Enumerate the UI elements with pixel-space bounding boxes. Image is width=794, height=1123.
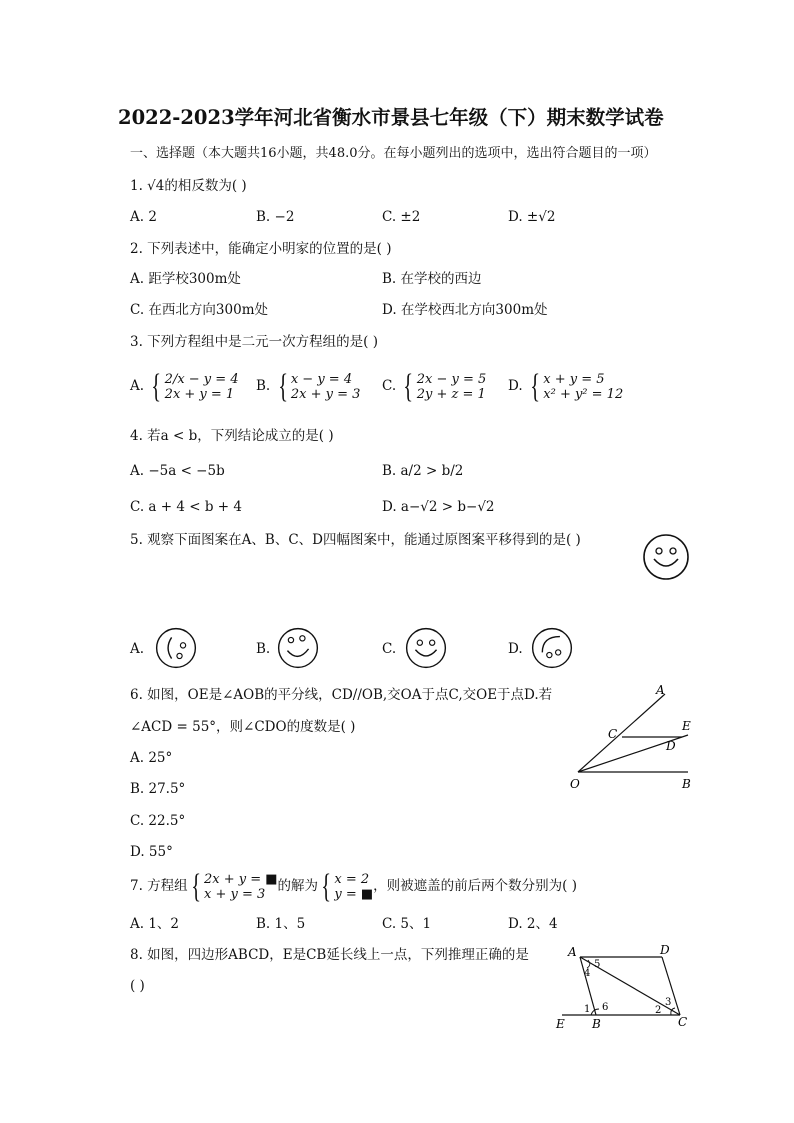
q1-option-c: C. ±2	[382, 209, 421, 225]
q7-sys1-eq1: 2x + y = ■	[204, 871, 278, 887]
brace-icon: {	[151, 367, 162, 405]
q5-option-b-smiley	[276, 626, 320, 670]
label-e: E	[682, 719, 691, 733]
q7-option-c: C. 5、1	[382, 916, 432, 932]
q5-original-smiley	[641, 532, 691, 582]
brace-icon: {	[321, 867, 332, 905]
q3-option-b	[256, 368, 360, 404]
question-7-stem	[130, 868, 577, 904]
question-3-stem: 3. 下列方程组中是二元一次方程组的是( )	[130, 334, 378, 350]
question-6-stem-line1: 6. 如图，OE是∠AOB的平分线，CD//OB,交OA于点C,交OE于点D.若	[130, 687, 553, 703]
q1-option-b: B. −2	[256, 209, 295, 225]
label-e: E	[556, 1017, 565, 1031]
q3d-eq1: x + y = 5	[543, 371, 605, 387]
q3-option-c-letter: C.	[382, 378, 397, 394]
angle-3: 3	[665, 997, 672, 1008]
q2-option-c: C. 在西北方向300m处	[130, 302, 268, 318]
q7-option-d: D. 2、4	[508, 916, 558, 932]
brace-icon: {	[277, 367, 288, 405]
angle-5: 5	[594, 959, 601, 970]
q3a-eq2: 2x + y = 1	[164, 386, 235, 402]
q7-option-b: B. 1、5	[256, 916, 306, 932]
q3d-eq2: x² + y² = 12	[543, 386, 624, 402]
q7-stem-mid: 的解为	[277, 878, 319, 894]
angle-6: 6	[602, 1002, 609, 1013]
question-8-stem-line2: ( )	[130, 978, 145, 994]
question-1-stem: 1. √4的相反数为( )	[130, 178, 247, 194]
q4-option-d: D. a−√2 > b−√2	[382, 499, 495, 515]
question-5-stem: 5. 观察下面图案在A、B、C、D四幅图案中，能通过原图案平移得到的是( )	[130, 532, 581, 548]
q6-option-b: B. 27.5°	[130, 781, 186, 797]
q4-option-b: B. a/2 > b/2	[382, 463, 464, 479]
label-c: C	[608, 727, 618, 741]
label-b: B	[592, 1017, 601, 1031]
label-c: C	[678, 1015, 688, 1029]
q2-option-d: D. 在学校西北方向300m处	[382, 302, 548, 318]
q3c-eq2: 2y + z = 1	[416, 386, 486, 402]
exam-title: 2022-2023学年河北省衡水市景县七年级（下）期末数学试卷	[118, 106, 664, 129]
q3b-eq1: x − y = 4	[290, 371, 353, 387]
label-d: D	[660, 943, 670, 957]
label-o: O	[570, 777, 580, 791]
label-d: D	[666, 739, 676, 753]
q6-option-d: D. 55°	[130, 844, 173, 860]
q3-option-d	[508, 368, 623, 404]
question-4-stem: 4. 若a < b，下列结论成立的是( )	[130, 428, 334, 444]
label-b: B	[682, 777, 691, 791]
q7-sys2-eq2: y = ■	[334, 886, 374, 902]
question-2-stem: 2. 下列表述中，能确定小明家的位置的是( )	[130, 241, 392, 257]
q7-sys1-eq2: x + y = 3	[204, 886, 266, 902]
angle-1: 1	[584, 1004, 591, 1015]
q4-option-c: C. a + 4 < b + 4	[130, 499, 242, 515]
q1-option-a: A. 2	[130, 209, 157, 225]
q3-option-b-letter: B.	[256, 378, 271, 394]
q3b-eq2: 2x + y = 3	[290, 386, 361, 402]
q5-option-c-smiley	[404, 626, 448, 670]
q6-option-c: C. 22.5°	[130, 813, 186, 829]
q5-option-a-smiley	[154, 626, 198, 670]
q3a-eq1: 2/x − y = 4	[164, 371, 239, 387]
q5-option-d-smiley	[530, 626, 574, 670]
q7-stem-pre: 7. 方程组	[130, 878, 188, 894]
q5-option-d: D.	[508, 641, 523, 657]
q3c-eq1: 2x − y = 5	[416, 371, 487, 387]
angle-2: 2	[655, 1005, 662, 1016]
brace-icon: {	[530, 367, 540, 405]
q6-option-a: A. 25°	[130, 750, 173, 766]
q3-option-c	[382, 368, 486, 404]
question-6-stem-line2: ∠ACD = 55°，则∠CDO的度数是( )	[130, 719, 356, 735]
question-8-stem-line1: 8. 如图，四边形ABCD，E是CB延长线上一点，下列推理正确的是	[130, 947, 529, 963]
q2-option-a: A. 距学校300m处	[130, 271, 241, 287]
angle-4: 4	[584, 968, 591, 979]
q7-option-a: A. 1、2	[130, 916, 180, 932]
label-a: A	[656, 683, 665, 697]
q8-quadrilateral-figure	[552, 942, 702, 1034]
q5-option-a: A.	[130, 641, 145, 657]
brace-icon: {	[403, 367, 414, 405]
q2-option-b: B. 在学校的西边	[382, 271, 482, 287]
q5-option-b: B.	[256, 641, 271, 657]
q5-option-c: C.	[382, 641, 397, 657]
q7-sys2-eq1: x = 2	[334, 871, 370, 887]
q3-option-a-letter: A.	[130, 378, 145, 394]
q4-option-a: A. −5a < −5b	[130, 463, 225, 479]
q6-angle-figure	[560, 680, 710, 800]
section-header: 一、选择题（本大题共16小题，共48.0分。在每小题列出的选项中，选出符合题目的一项）	[130, 146, 657, 161]
q1-option-d: D. ±√2	[508, 209, 556, 225]
label-a: A	[568, 945, 577, 959]
q3-option-a	[130, 368, 239, 404]
brace-icon: {	[190, 867, 201, 905]
q3-option-d-letter: D.	[508, 378, 523, 394]
q7-stem-post: ，则被遮盖的前后两个数分别为( )	[373, 878, 577, 894]
